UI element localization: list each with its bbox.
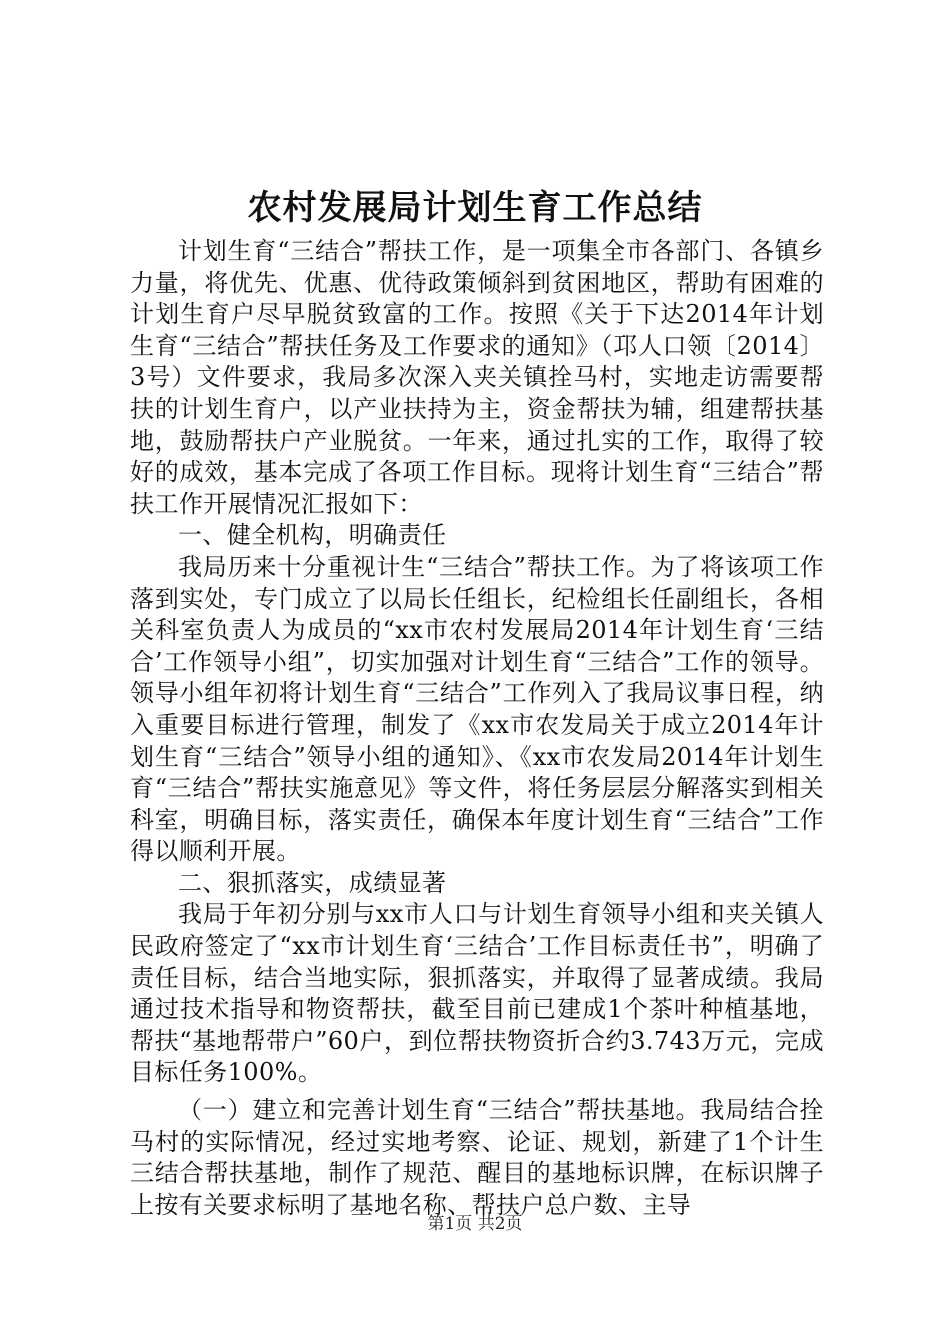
section-2-paragraph: 我局于年初分别与xx市人口与计划生育领导小组和夹关镇人民政府签定了“xx市计划生育‘三结合’工作目标责任书”，明确了责任目标，结合当地实际，狠抓落实，并取得了显著成绩。我局通过技术指导和物资帮扶，截至目前已建成1个茶叶种植基地，帮扶“基地帮带户”60户，到位帮扶物资折合约3.743万元，完成目标任务100%。 bbox=[130, 900, 824, 1087]
document-title: 农村发展局计划生育工作总结 bbox=[247, 188, 703, 228]
section-heading-2: 二、狠抓落实，成绩显著 bbox=[178, 868, 447, 897]
page-indicator: 第1页 共2页 bbox=[427, 1214, 523, 1234]
section-1-paragraph: 我局历来十分重视计生“三结合”帮扶工作。为了将该项工作落到实处，专门成立了以局长任组长，纪检组长任副组长，各相关科室负责人为成员的“xx市农村发展局2014年计划生育‘三结合’工作领导小组”，切实加强对计划生育“三结合”工作的领导。领导小组年初将计划生育“三结合”工作列入了我局议事日程，纳入重要目标进行管理，制发了《xx市农发局关于成立2014年计划生育“三结合”领导小组的通知》、《xx市农发局2014年计划生育“三结合”帮扶实施意见》等文件，将任务层层分解落实到相关科室，明确目标，落实责任，确保本年度计划生育“三结合”工作得以顺利开展。 bbox=[130, 552, 824, 866]
intro-paragraph: 计划生育“三结合”帮扶工作，是一项集全市各部门、各镇乡力量，将优先、优惠、优待政策倾斜到贫困地区，帮助有困难的计划生育户尽早脱贫致富的工作。按照《关于下达2014年计划生育“三结合”帮扶任务及工作要求的通知》（邛人口领〔2014〕3号）文件要求，我局多次深入夹关镇拴马村，实地走访需要帮扶的计划生育户，以产业扶持为主，资金帮扶为辅，组建帮扶基地，鼓励帮扶户产业脱贫。一年来，通过扎实的工作，取得了较好的成效，基本完成了各项工作目标。现将计划生育“三结合”帮扶工作开展情况汇报如下： bbox=[130, 237, 824, 518]
section-heading-1: 一、健全机构，明确责任 bbox=[178, 521, 447, 550]
document-body bbox=[130, 236, 824, 1221]
subsection-1-paragraph: （一）建立和完善计划生育“三结合”帮扶基地。我局结合拴马村的实际情况，经过实地考察、论证、规划，新建了1个计生三结合帮扶基地，制作了规范、醒目的基地标识牌，在标识牌子上按有关要求标明了基地名称、帮扶户总户数、主导 bbox=[130, 1096, 824, 1219]
